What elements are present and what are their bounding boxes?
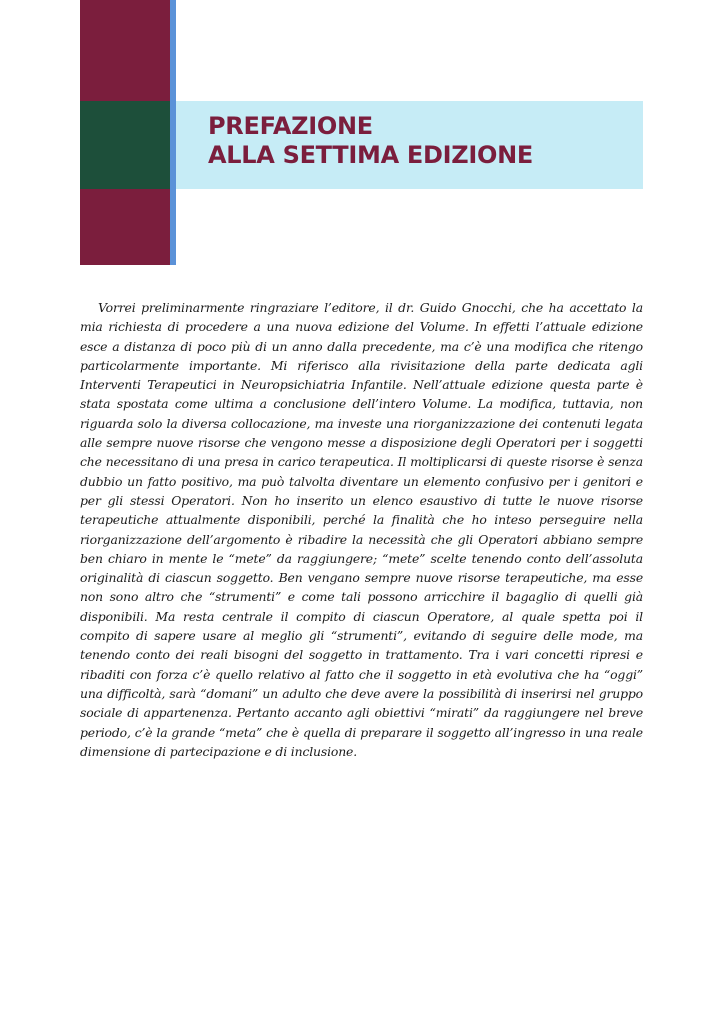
decorative-green-block [80, 101, 170, 189]
decorative-maroon-block-bottom [80, 189, 170, 265]
page-title-line-2: ALLA SETTIMA EDIZIONE [208, 141, 533, 169]
page-title [208, 112, 533, 170]
page-title-line-1: PREFAZIONE [208, 112, 373, 140]
decorative-maroon-block-top [80, 0, 170, 101]
preface-body-paragraph: Vorrei preliminarmente ringraziare l’editore, il dr. Guido Gnocchi, che ha accettato la mia richiesta di procedere a una nuova edizione del Volume. In effetti l’attuale edizione esce a distanza di poco più di un anno dalla precedente, ma c’è una modifica che ritengo particolarmente importante. Mi riferisco alla rivisitazione della parte dedicata agli Interventi Terapeutici in Neuropsichiatria Infantile. Nell’attuale edizione questa parte è stata spostata come ultima a conclusione dell’intero Volume. La modifica, tuttavia, non riguarda solo la diversa collocazione, ma investe una riorganizzazione dei contenuti legata alle sempre nuove risorse che vengono messe a disposizione degli Operatori per i soggetti che necessitano di una presa in carico terapeutica. Il moltiplicarsi di queste risorse è senza dubbio un fatto positivo, ma può talvolta diventare un elemento confusivo per i genitori e per gli stessi Operatori. Non ho inserito un elenco esaustivo di tutte le nuove risorse terapeutiche attualmente disponibili, perché la finalità che ho inteso perseguire nella riorganizzazione dell’argomento è ribadire la necessità che gli Operatori abbiano sempre ben chiaro in mente le “mete” da raggiungere; “mete” scelte tenendo conto dell’assoluta originalità di ciascun soggetto. Ben vengano sempre nuove risorse terapeutiche, ma esse non sono altro che “strumenti” e come tali possono arricchire il bagaglio di quelli già disponibili. Ma resta centrale il compito di ciascun Operatore, al quale spetta poi il compito di sapere usare al meglio gli “strumenti”, evitando di seguire delle mode, ma tenendo conto dei reali bisogni del soggetto in trattamento. Tra i vari concetti ripresi e ribaditi con forza c’è quello relativo al fatto che il soggetto in età evolutiva che ha “oggi” una difficoltà, sarà “domani” un adulto che deve avere la possibilità di inserirsi nel gruppo sociale di appartenenza. Pertanto accanto agli obiettivi “mirati” da raggiungere nel breve periodo, c’è la grande “meta” che è quella di preparare il soggetto all’ingresso in una reale dimensione di partecipazione e di inclusione. [80, 300, 643, 759]
